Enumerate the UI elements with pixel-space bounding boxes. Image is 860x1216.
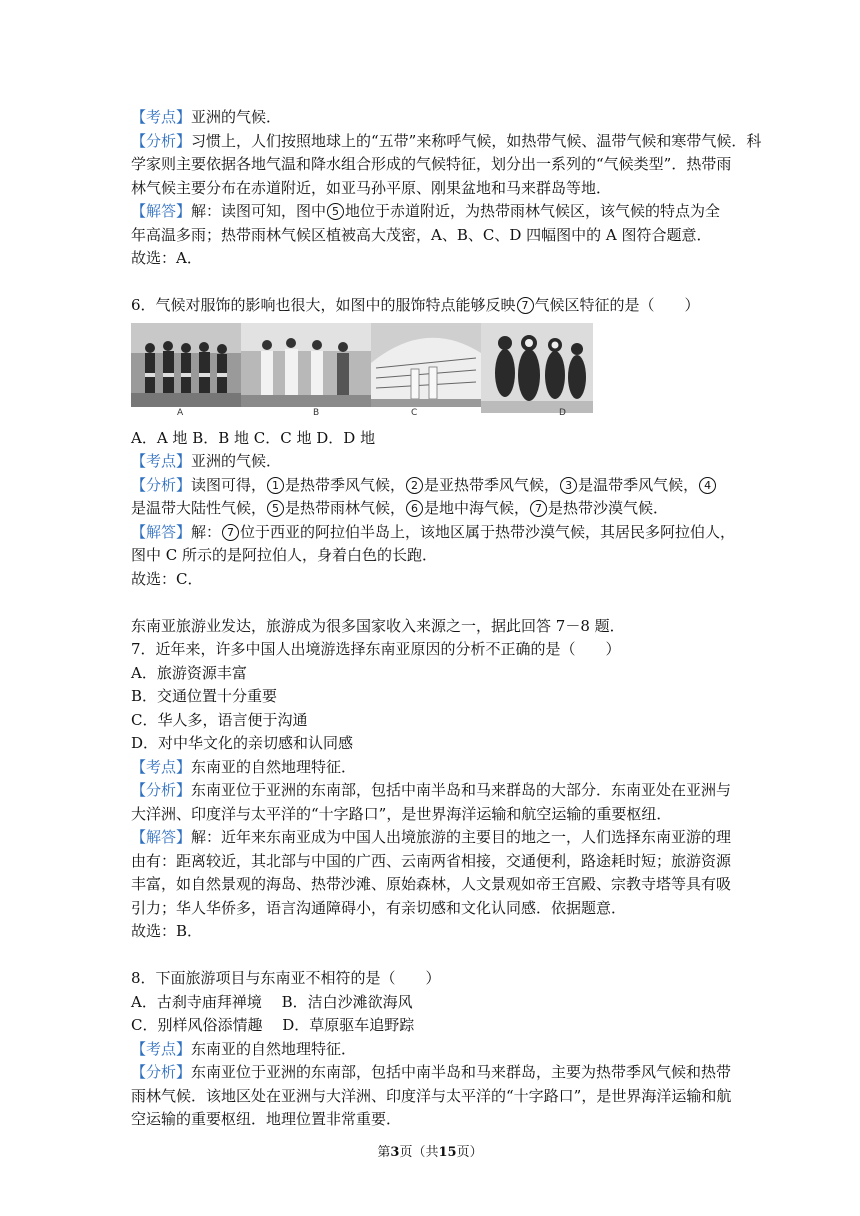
q7-8-intro: 东南亚旅游业发达，旅游成为很多国家收入来源之一，据此回答 7－8 题． (131, 616, 625, 635)
analysis-text: 是热带雨林气候， (285, 499, 406, 517)
circled-number: 7 (517, 297, 534, 314)
q7-option-b: B．交通位置十分重要 (131, 687, 278, 705)
circled-number: 5 (327, 203, 344, 220)
q8-fenxi-1: 【分析】东南亚位于亚洲的东南部，包括中南半岛和马来群岛，主要为热带季风气候和热带 (131, 1063, 732, 1081)
photo-d (481, 323, 593, 407)
document-body (131, 106, 762, 1132)
analysis-text: 是亚热带季风气候， (424, 475, 560, 494)
analysis-text: 是温带季风气候， (578, 475, 699, 494)
photo-label-b: B (313, 407, 320, 418)
photo-a (131, 323, 241, 407)
q5-jieda-1: 【解答】解：读图可知，图中 5 地位于赤道附近，为热带雨林气候区，该气候的特点为全 (131, 202, 721, 220)
q6-answer: 故选：C． (131, 569, 203, 588)
page-total: 15 (438, 1145, 457, 1160)
q7-option-c: C．华人多，语言便于沟通 (131, 710, 308, 729)
page-number: 3 (390, 1145, 400, 1160)
q7-question: 7．近年来，许多中国人出境游选择东南亚原因的分析不正确的是（ ） (131, 640, 621, 658)
q5-fenxi-2: 学家则主要依据各地气温和降水组合形成的气候特征，划分出一系列的“气候类型”．热带雨 (131, 155, 732, 173)
q6-jieda-1: 【解答】解： 7 位于西亚的阿拉伯半岛上，该地区属于热带沙漠气候，其居民多阿拉伯人， (131, 522, 736, 541)
q6-jieda-2: 图中 C 所示的是阿拉伯人，身着白色的长跑． (131, 546, 438, 564)
photo-b (241, 323, 371, 407)
page-footer: 第3页（共15页） (377, 1145, 483, 1160)
q8-options-row2: C．别样风俗添情趣 D．草原驱车追野踪 (131, 1016, 415, 1034)
analysis-text: 是地中海气候， (424, 499, 530, 517)
q7-option-d: D．对中华文化的亲切感和认同感 (131, 734, 354, 752)
analysis-text: 是温带大陆性气候， (131, 499, 267, 517)
q7-answer: 故选：B． (131, 922, 203, 940)
analysis-text: 读图可得， (191, 475, 267, 494)
clothing-photos (131, 323, 731, 419)
circled-number: 6 (406, 500, 423, 517)
analysis-text: 是热带沙漠气候． (548, 499, 669, 517)
q7-option-a: A．旅游资源丰富 (131, 663, 247, 682)
photo-c (371, 323, 481, 407)
circled-number: 7 (222, 524, 239, 541)
q8-kaodian: 【考点】东南亚的自然地理特征． (131, 1039, 357, 1058)
q6-question: 6．气候对服饰的影响也很大，如图中的服饰特点能够反映 7 气候区特征的是（ ） (131, 296, 700, 314)
circled-number: 2 (406, 477, 423, 494)
q8-fenxi-3: 空运输的重要枢纽．地理位置非常重要． (131, 1110, 402, 1128)
q5-kaodian: 【考点】亚洲的气候． (131, 108, 282, 126)
photo-label-d: D (559, 407, 566, 418)
circled-number: 4 (699, 477, 716, 494)
q7-kaodian: 【考点】东南亚的自然地理特征． (131, 757, 357, 776)
circled-number: 1 (267, 477, 284, 494)
q7-fenxi-1: 【分析】东南亚位于亚洲的东南部，包括中南半岛和马来群岛的大部分．东南亚处在亚洲与 (131, 781, 732, 799)
q6-fenxi-2 (131, 497, 731, 521)
q8-question: 8．下面旅游项目与东南亚不相符的是（ ） (131, 969, 441, 987)
circled-number: 7 (530, 500, 547, 517)
q8-options-row1: A．古刹寺庙拜禅境 B．洁白沙滩欲海风 (131, 992, 413, 1011)
q8-fenxi-2: 雨林气候．该地区处在亚洲与大洋洲、印度洋与太平洋的“十字路口”，是世界海洋运输和航 (131, 1086, 732, 1105)
q6-kaodian: 【考点】亚洲的气候． (131, 452, 282, 470)
analysis-text: 是热带季风气候， (285, 475, 406, 494)
q7-jieda-2: 由有：距离较近，其北部与中国的广西、云南两省相接，交通便利，路途耗时短；旅游资源 (131, 851, 732, 870)
q6-fenxi-1: 【分析】读图可得， 1 是热带季风气候， 2 是亚热带季风气候， 3 是温带季风气候， 4 (131, 474, 731, 498)
circled-number: 5 (267, 500, 284, 517)
photo-label-a: A (177, 407, 184, 418)
q7-jieda-3: 丰富，如自然景观的海岛、热带沙滩、原始森林，人文景观如帝王宫殿、宗教寺塔等具有吸 (131, 875, 732, 893)
q7-jieda-1: 【解答】解：近年来东南亚成为中国人出境旅游的主要目的地之一，人们选择东南亚游的理 (131, 828, 732, 846)
q5-jieda-2: 年高温多雨；热带雨林气候区植被高大茂密，A、B、C、D 四幅图中的 A 图符合题意． (131, 225, 712, 244)
q5-fenxi-1: 【分析】习惯上，人们按照地球上的“五带”来称呼气候，如热带气候、温带气候和寒带气候．科 (131, 131, 762, 150)
q7-jieda-4: 引力；华人华侨多，语言沟通障碍小，有亲切感和文化认同感．依据题意． (131, 898, 627, 917)
circled-number: 3 (560, 477, 577, 494)
q5-fenxi-3: 林气候主要分布在赤道附近，如亚马孙平原、刚果盆地和马来群岛等地． (131, 178, 612, 197)
photo-label-c: C (411, 407, 418, 418)
q5-answer: 故选：A． (131, 249, 202, 267)
q6-options: A．A 地 B．B 地 C．C 地 D．D 地 (131, 428, 376, 447)
q7-fenxi-2: 大洋洲、印度洋与太平洋的“十字路口”，是世界海洋运输和航空运输的重要枢纽． (131, 804, 672, 823)
